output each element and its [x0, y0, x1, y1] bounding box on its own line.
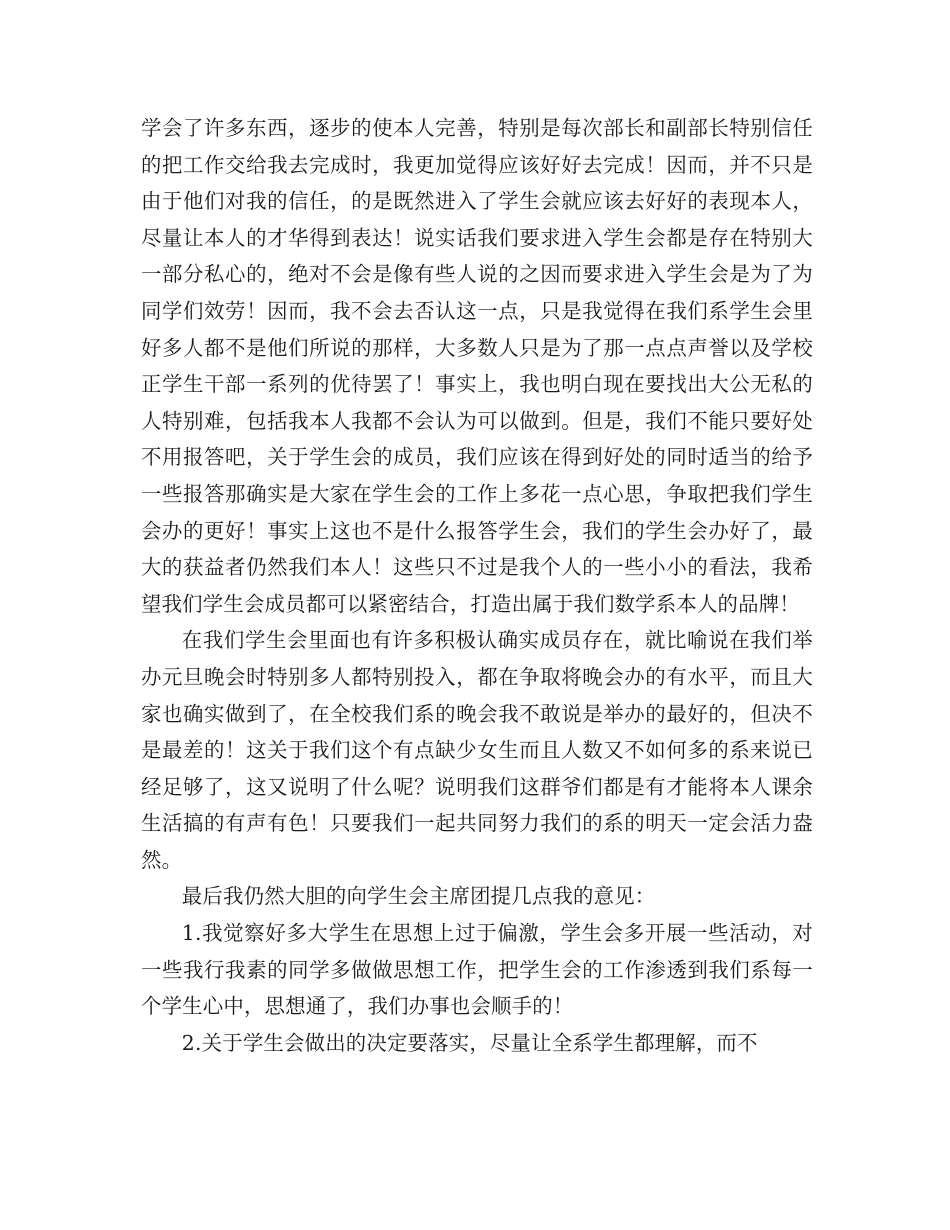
list-item-2: 2.关于学生会做出的决定要落实，尽量让全系学生都理解，而不 — [181, 1030, 758, 1055]
list-item-1: 1.我觉察好多大学生在思想上过于偏激，学生会多开展一些活动，对一些我行我素的同学多做做思想工作，把学生会的工作渗透到我们系每一个学生心中，思想通了，我们办事也会顺手的！ — [141, 921, 813, 1019]
paragraph-1: 学会了许多东西，逐步的使本人完善，特别是每次部长和副部长特别信任的把工作交给我去完成时，我更加觉得应该好好去完成！因而，并不只是由于他们对我的信任，的是既然进入了学生会就应该去好好的表现本人，尽量让本人的才华得到表达！说实话我们要求进入学生会都是存在特别大一部分私心的，绝对不会是像有些人说的之因而要求进入学生会是为了为同学们效劳！因而，我不会去否认这一点，只是我觉得在我们系学生会里好多人都不是他们所说的那样，大多数人只是为了那一点点声誉以及学校正学生干部一系列的优待罢了！事实上，我也明白现在要找出大公无私的人特别难，包括我本人我都不会认为可以做到。但是，我们不能只要好处不用报答吧，关于学生会的成员，我们应该在得到好处的同时适当的给予一些报答那确实是大家在学生会的工作上多花一点心思，争取把我们学生会办的更好！事实上这也不是什么报答学生会，我们的学生会办好了，最大的获益者仍然我们本人！这些只不过是我个人的一些小小的看法，我希望我们学生会成员都可以紧密结合，打造出属于我们数学系本人的品牌！ — [141, 116, 813, 616]
document-page — [141, 110, 813, 1061]
paragraph-2: 在我们学生会里面也有许多积极认确实成员存在，就比喻说在我们举办元旦晚会时特别多人都特别投入，都在争取将晚会办的有水平，而且大家也确实做到了，在全校我们系的晚会我不敢说是举办的最好的，但决不是最差的！这关于我们这个有点缺少女生而且人数又不如何多的系来说已经足够了，这又说明了什么呢？说明我们这群爷们都是有才能将本人课余生活搞的有声有色！只要我们一起共同努力我们的系的明天一定会活力盎然。 — [141, 628, 813, 872]
paragraph-3: 最后我仍然大胆的向学生会主席团提几点我的意见： — [181, 884, 656, 909]
